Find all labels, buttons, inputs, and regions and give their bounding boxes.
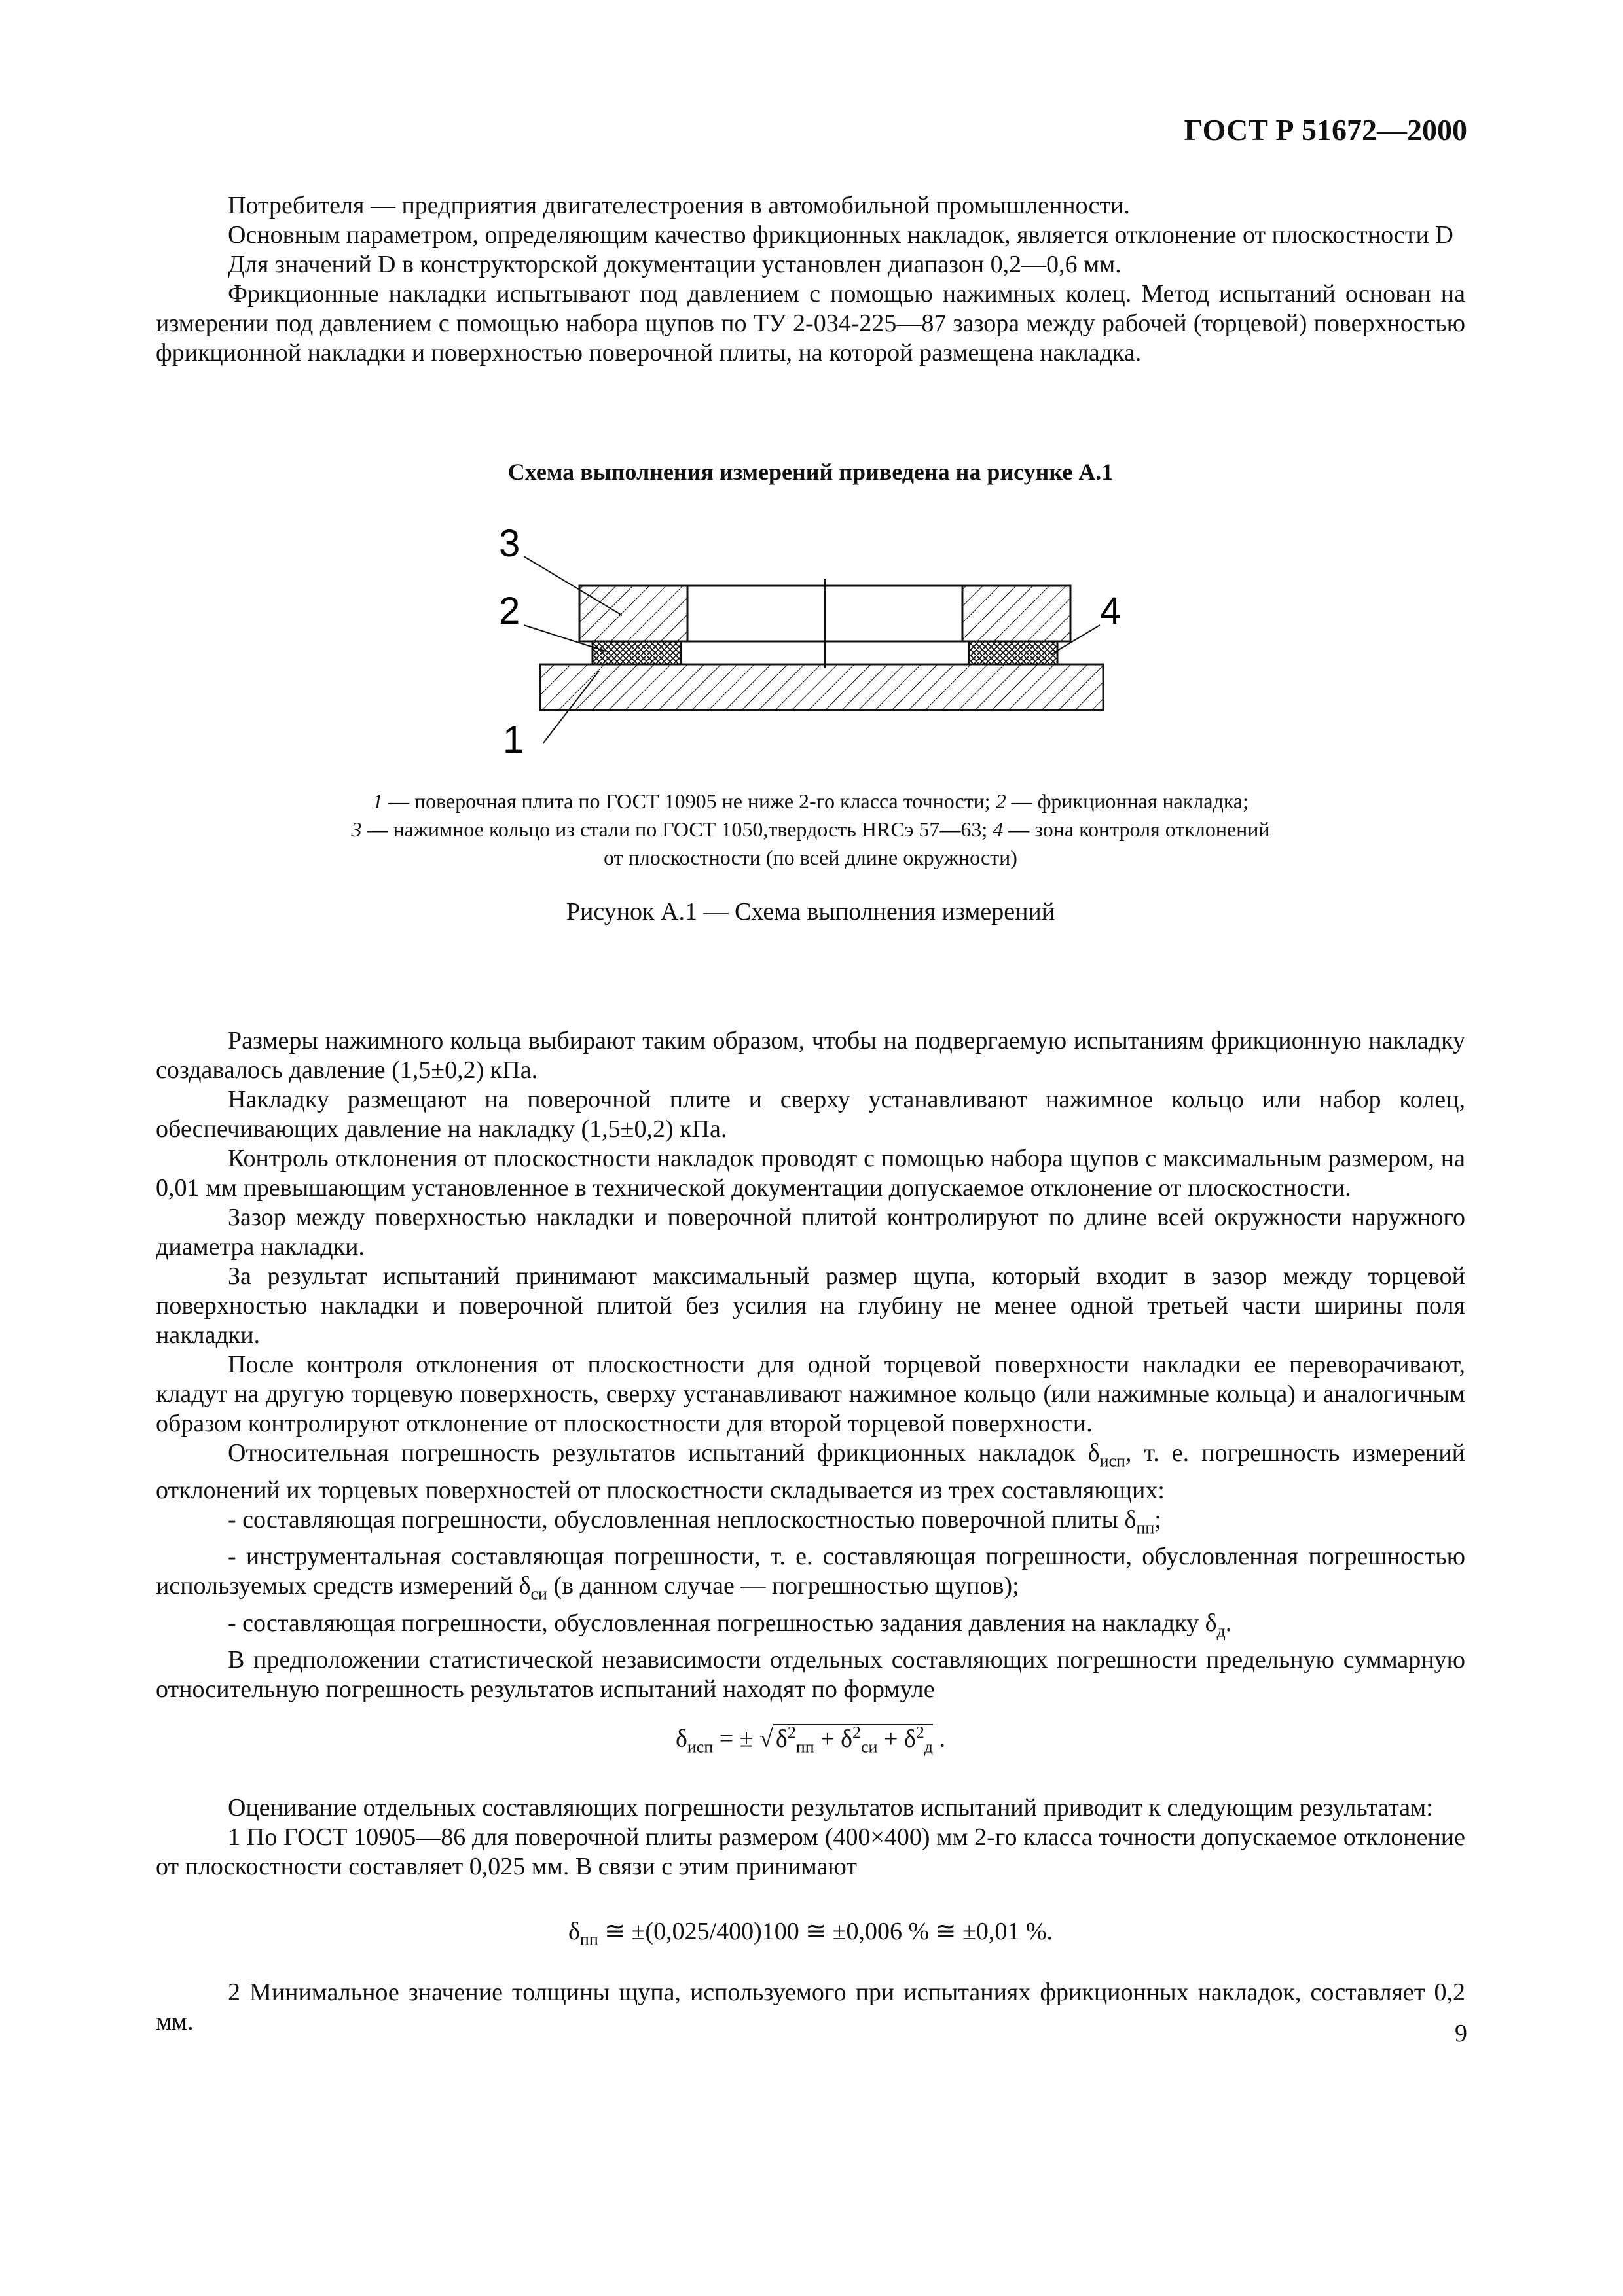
body-paragraph: Зазор между поверхностью накладки и поверочной плитой контролируют по длине всей окружности наружного диаметра накладки.	[156, 1204, 1465, 1261]
figure-heading: Схема выполнения измерений приведена на рисунке А.1	[507, 459, 1114, 485]
label-4: 4	[1100, 590, 1122, 632]
legend-text: от плоскостности (по всей длине окружности)	[604, 846, 1017, 869]
body-paragraph: Оценивание отдельных составляющих погрешности результатов испытаний приводит к следующим результатам:	[228, 1794, 1433, 1821]
intro-block	[156, 191, 1465, 368]
body-paragraph: Накладку размещают на поверочной плите и сверху устанавливают нажимное кольцо или набор колец, обеспечивающих давление на накладку (1,5±0,2) кПа.	[156, 1086, 1465, 1143]
body-paragraph: Размеры нажимного кольца выбирают таким образом, чтобы на подвергаемую испытаниям фрикционную накладку создавалось давление (1,5±0,2) кПа.	[156, 1027, 1465, 1084]
label-1: 1	[503, 719, 524, 761]
legend-num: 1	[372, 789, 383, 813]
body-paragraph: Контроль отклонения от плоскостности накладок проводят с помощью набора щупов с максимальным размером, на 0,01 мм превышающим установленное в технической документации допускаемое отклонение от плоскостности.	[156, 1145, 1465, 1202]
list-item: - составляющая погрешности, обусловленная погрешностью задания давления на накладку $\delta_д$.	[228, 1609, 1232, 1641]
page-number: 9	[1455, 2020, 1467, 2047]
measurement-diagram	[484, 517, 1139, 779]
final-block	[156, 1978, 1465, 2037]
body-block	[156, 1026, 1465, 1704]
legend-text: — зона контроля отклонений	[1003, 817, 1270, 841]
legend-num: 3	[351, 817, 362, 841]
ring-right	[962, 586, 1070, 641]
formula-plate-error: $\delta_{пп}$ ≅ ±(0,025/400)100 ≅ ±0,006 % ≅ ±0,01 %.	[568, 1918, 1053, 1949]
label-3: 3	[499, 522, 520, 565]
list-item: - инструментальная составляющая погрешности, т. е. составляющая погрешности, обусловленная погрешностью используемых средств измерений $\delta_{си}$ (в данном случае — погрешностью щупов);	[156, 1543, 1465, 1604]
figure-title: Рисунок А.1 — Схема выполнения измерений	[566, 898, 1055, 925]
body-paragraph: 1 По ГОСТ 10905—86 для поверочной плиты размером (400×400) мм 2-го класса точности допускаемое отклонение от плоскостности составляет 0,025 мм. В связи с этим принимают	[156, 1823, 1465, 1880]
legend-text: — поверочная плита по ГОСТ 10905 не ниже 2-го класса точности;	[382, 789, 996, 813]
intro-paragraph: Основным параметром, определяющим качество фрикционных накладок, является отклонение от плоскостности D	[228, 221, 1453, 249]
doc-header: ГОСТ Р 51672—2000	[1184, 113, 1467, 147]
legend-text: — фрикционная накладка;	[1006, 789, 1249, 813]
lining-left	[593, 641, 681, 664]
body-paragraph: В предположении статистической независимости отдельных составляющих погрешности предельную суммарную относительную погрешность результатов испытаний находят по формуле	[156, 1646, 1465, 1704]
body-paragraph: Относительная погрешность результатов испытаний фрикционных накладок $\delta_{исп}$, т. е. погрешность измерений отклонений их торцевых поверхностей от плоскостности складывается из трех составляющих:	[156, 1439, 1465, 1504]
intro-paragraph: Для значений D в конструкторской документации установлен диапазон 0,2—0,6 мм.	[228, 251, 1122, 278]
intro-paragraph: Потребителя — предприятия двигателестроения в автомобильной промышленности.	[228, 192, 1130, 219]
intro-paragraph: Фрикционные накладки испытывают под давлением с помощью нажимных колец. Метод испытаний основан на измерении под давлением с помощью набора щупов по ТУ 2-034-225—87 зазора между рабочей (торцевой) поверхностью фрикционной накладки и поверхностью поверочной плиты, на которой размещена накладка.	[156, 280, 1465, 367]
legend-text: — нажимное кольцо из стали по ГОСТ 1050,твердость HRCэ 57—63;	[361, 817, 993, 841]
plate-shape	[540, 664, 1103, 710]
body-paragraph: За результат испытаний принимают максимальный размер щупа, который входит в зазор между торцевой поверхностью накладки и поверочной плитой без усилия на глубину не менее одной третьей части ширины поля накладки.	[156, 1263, 1465, 1349]
figure-legend	[156, 787, 1465, 872]
label-2: 2	[499, 590, 520, 632]
body-paragraph: После контроля отклонения от плоскостности для одной торцевой поверхности накладки ее переворачивают, кладут на другую торцевую поверхность, сверху устанавливают нажимное кольцо (или нажимные кольца) и аналогичным образом контролируют отклонение от плоскостности для второй торцевой поверхности.	[156, 1351, 1465, 1437]
list-item: - составляющая погрешности, обусловленная неплоскостностью поверочной плиты $\delta_{пп}$;	[228, 1505, 1161, 1537]
legend-num: 2	[995, 789, 1006, 813]
legend-num: 4	[993, 817, 1004, 841]
after-block	[156, 1793, 1465, 1882]
formula-total-error: $\delta_{исп}$ = ± √ $\delta^2_{пп} + \delta^2_{си} + \delta^2_д$ .	[675, 1723, 946, 1757]
body-paragraph: 2 Минимальное значение толщины щупа, используемого при испытаниях фрикционных накладок, составляет 0,2 мм.	[156, 1979, 1465, 2036]
ring-left	[579, 586, 687, 641]
lining-right	[969, 641, 1057, 664]
